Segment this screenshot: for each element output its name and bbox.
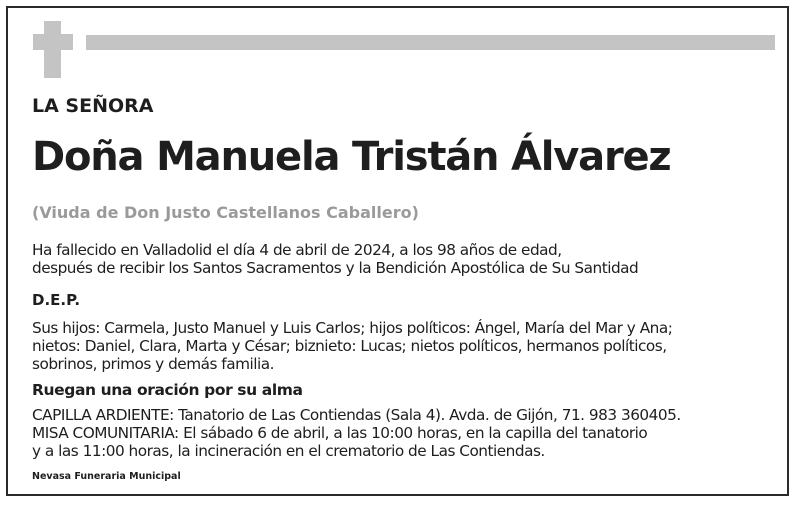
arrangements-line: CAPILLA ARDIENTE: Tanatorio de Las Contiendas (Sala 4). Avda. de Gijón, 71. 983 360405. [32,406,681,424]
widow-note: (Viuda de Don Justo Castellanos Caballero) [32,203,419,222]
family-line: Sus hijos: Carmela, Justo Manuel y Luis Carlos; hijos políticos: Ángel, María del Mar y Ana; [32,319,673,337]
announcement-line: Ha fallecido en Valladolid el día 4 de abril de 2024, a los 98 años de edad, [32,241,562,259]
dep-label: D.E.P. [32,291,81,309]
deceased-name: Doña Manuela Tristán Álvarez [32,134,671,180]
family-line: sobrinos, primos y demás familia. [32,355,274,373]
arrangements-line: y a las 11:00 horas, la incineración en el crematorio de Las Contiendas. [32,442,545,460]
prayer-request: Ruegan una oración por su alma [32,381,303,399]
family-line: nietos: Daniel, Clara, Marta y César; biznieto: Lucas; nietos políticos, hermanos políticos, [32,337,667,355]
funeral-home: Nevasa Funeraria Municipal [32,471,181,482]
obituary-notice [6,6,789,496]
family-list [32,319,672,373]
honorific: LA SEÑORA [32,95,154,117]
announcement [32,241,638,277]
cross-horizontal-bar [33,34,73,50]
header-rule [86,35,775,50]
announcement-line: después de recibir los Santos Sacramentos y la Bendición Apostólica de Su Santidad [32,259,639,277]
arrangements [32,406,681,460]
arrangements-line: MISA COMUNITARIA: El sábado 6 de abril, a las 10:00 horas, en la capilla del tanatorio [32,424,648,442]
